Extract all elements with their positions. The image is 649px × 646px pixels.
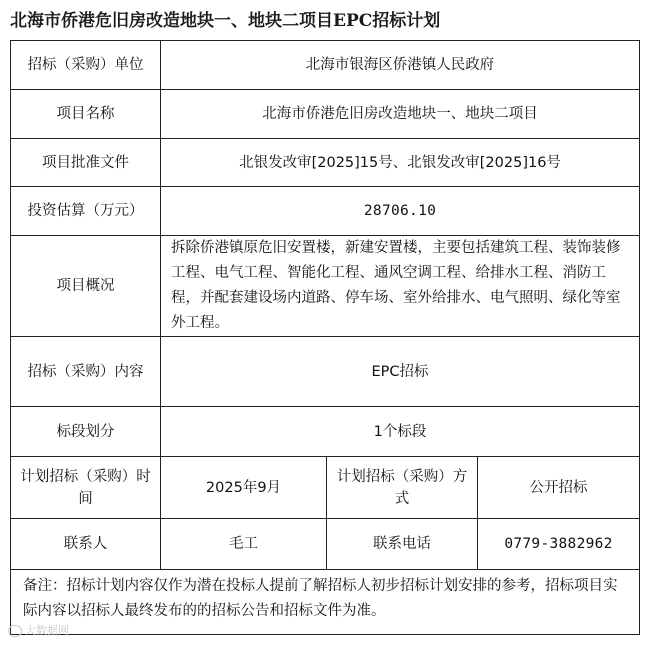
row-investment	[11, 187, 640, 236]
row-approval-docs	[11, 139, 640, 187]
label-planned-method-text: 计划招标（采购）方式	[336, 468, 468, 507]
label-approval-docs: 项目批准文件	[11, 139, 161, 187]
value-planned-method: 公开招标	[478, 457, 640, 519]
row-contact	[11, 519, 640, 570]
value-phone: 0779-3882962	[478, 519, 640, 570]
note: 备注：招标计划内容仅作为潜在投标人提前了解招标人初步招标计划安排的参考，招标项目实际内容以招标人最终发布的的招标公告和招标文件为准。	[11, 570, 640, 635]
label-planned-time-text: 计划招标（采购）时间	[20, 468, 151, 507]
row-tenderer	[11, 41, 640, 90]
row-content	[11, 337, 640, 407]
label-planned-time	[11, 457, 161, 519]
tender-plan-table	[10, 40, 640, 635]
label-sections: 标段划分	[11, 407, 161, 457]
value-contact: 毛工	[161, 519, 327, 570]
label-contact: 联系人	[11, 519, 161, 570]
row-planned	[11, 457, 640, 519]
value-investment: 28706.10	[161, 187, 640, 236]
row-note	[11, 570, 640, 635]
value-content: EPC招标	[161, 337, 640, 407]
value-sections: 1个标段	[161, 407, 640, 457]
label-investment: 投资估算（万元）	[11, 187, 161, 236]
label-overview: 项目概况	[11, 236, 161, 337]
value-overview: 拆除侨港镇原危旧安置楼，新建安置楼，主要包括建筑工程、装饰装修工程、电气工程、智能化工程、通风空调工程、给排水工程、消防工程，并配套建设场内道路、停车场、室外给排水、电气照明、绿化等室外工程。	[161, 236, 640, 337]
value-project-name: 北海市侨港危旧房改造地块一、地块二项目	[161, 90, 640, 139]
row-sections	[11, 407, 640, 457]
watermark	[8, 622, 69, 640]
label-content: 招标（采购）内容	[11, 337, 161, 407]
label-tenderer: 招标（采购）单位	[11, 41, 161, 90]
value-tenderer: 北海市银海区侨港镇人民政府	[161, 41, 640, 90]
label-phone: 联系电话	[327, 519, 478, 570]
row-project-name	[11, 90, 640, 139]
watermark-logo-icon	[8, 625, 22, 637]
label-project-name: 项目名称	[11, 90, 161, 139]
label-planned-method	[327, 457, 478, 519]
page-title: 北海市侨港危旧房改造地块一、地块二项目EPC招标计划	[10, 11, 441, 31]
value-approval-docs: 北银发改审[2025]15号、北银发改审[2025]16号	[161, 139, 640, 187]
row-overview	[11, 236, 640, 337]
value-planned-time: 2025年9月	[161, 457, 327, 519]
watermark-text: 大数据网	[25, 624, 69, 637]
